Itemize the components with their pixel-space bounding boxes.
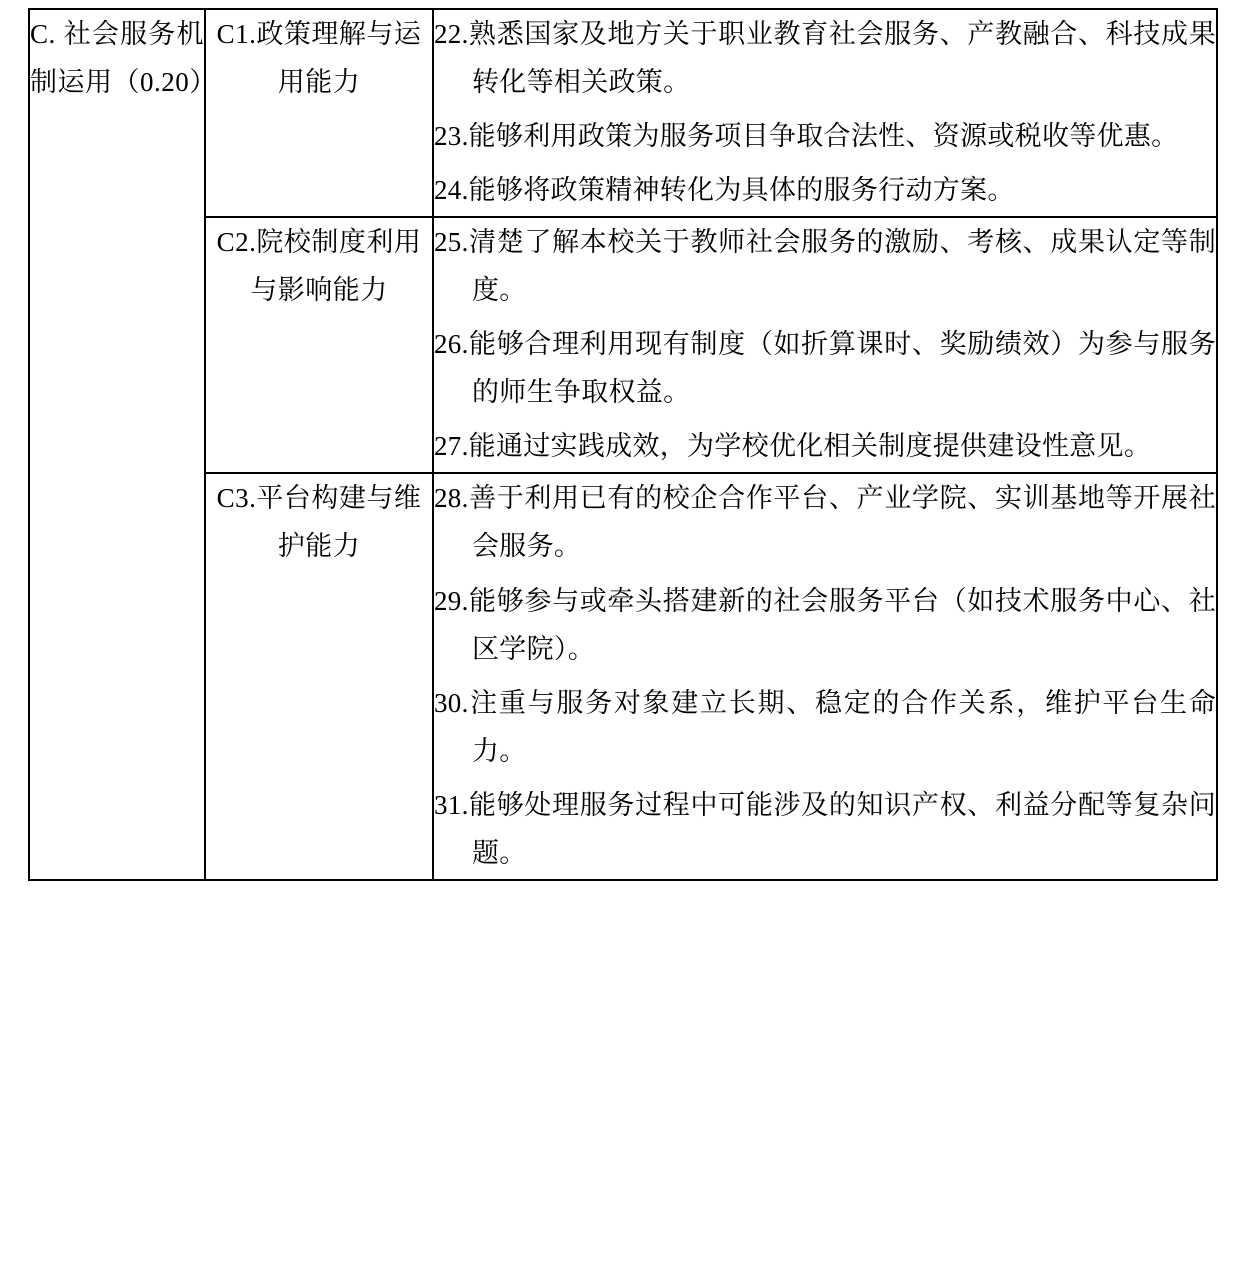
items-cell-c3: [433, 473, 1217, 879]
list-item: 27.能通过实践成效，为学校优化相关制度提供建设性意见。: [434, 431, 1152, 462]
list-item: 31.能够处理服务过程中可能涉及的知识产权、利益分配等复杂问题。: [434, 789, 1216, 868]
items-cell-c2: [433, 217, 1217, 473]
subdimension-label: C1.政策理解与运用能力: [216, 19, 422, 98]
subdimension-cell-c2: [205, 217, 433, 473]
table-row: [29, 217, 1217, 473]
list-item: 23.能够利用政策为服务项目争取合法性、资源或税收等优惠。: [434, 121, 1179, 152]
dimension-label: C. 社会服务机制运用（0.20）: [30, 19, 217, 98]
subdimension-label: C3.平台构建与维护能力: [216, 483, 422, 562]
competency-matrix-table: [28, 8, 1218, 881]
list-item: 28.善于利用已有的校企合作平台、产业学院、实训基地等开展社会服务。: [434, 483, 1216, 562]
subdimension-label: C2.院校制度利用与影响能力: [216, 227, 422, 306]
table-row: [29, 473, 1217, 879]
subdimension-cell-c1: [205, 9, 433, 217]
dimension-cell: [29, 9, 217, 880]
items-cell-c1: [433, 9, 1217, 217]
list-item: 30.注重与服务对象建立长期、稳定的合作关系，维护平台生命力。: [434, 687, 1216, 766]
list-item: 26.能够合理利用现有制度（如折算课时、奖励绩效）为参与服务的师生争取权益。: [434, 329, 1216, 408]
table-row: [29, 9, 1217, 217]
list-item: 22.熟悉国家及地方关于职业教育社会服务、产教融合、科技成果转化等相关政策。: [434, 19, 1216, 98]
subdimension-cell-c3: [205, 473, 433, 879]
list-item: 29.能够参与或牵头搭建新的社会服务平台（如技术服务中心、社区学院）。: [434, 585, 1216, 664]
list-item: 25.清楚了解本校关于教师社会服务的激励、考核、成果认定等制度。: [434, 227, 1216, 306]
list-item: 24.能够将政策精神转化为具体的服务行动方案。: [434, 175, 1015, 206]
